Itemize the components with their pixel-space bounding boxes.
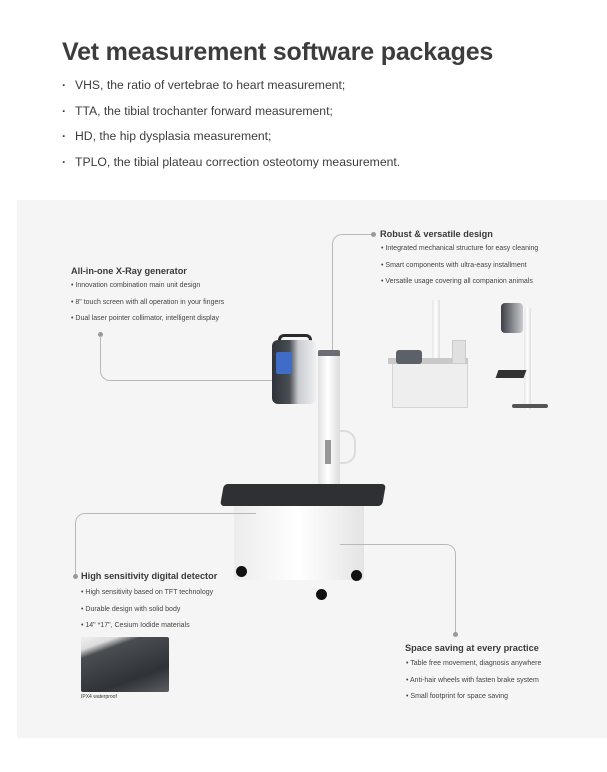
table-config-image <box>392 362 468 408</box>
feature-item: • High sensitivity based on TFT technology <box>81 589 214 596</box>
package-item-tta: · TTA, the tibial trochanter forward measurement; <box>62 104 400 130</box>
hand-switch-cable <box>340 430 356 464</box>
package-item-tplo: · TPLO, the tibial plateau correction osteotomy measurement. <box>62 155 400 181</box>
table-config-generator <box>396 350 422 364</box>
feature-item: • Smart components with ultra-easy installment <box>381 261 527 269</box>
standing-config-tray <box>496 370 527 378</box>
column-cap <box>318 350 340 356</box>
leader-line-space <box>340 544 456 635</box>
feature-item: • Dual laser pointer collimator, intelligent display <box>71 315 219 322</box>
feature-list-robust <box>381 244 538 294</box>
feature-item: • Table free movement, diagnosis anywhere <box>406 660 542 667</box>
feature-item: • Durable design with solid body <box>81 605 181 613</box>
detector-image <box>81 637 169 692</box>
page-title: Vet measurement software packages <box>62 38 494 66</box>
software-package-list <box>62 78 400 180</box>
wheel <box>316 589 327 600</box>
leader-line-generator <box>100 336 281 381</box>
feature-item: • Innovation combination main unit design <box>71 282 201 289</box>
feature-title-generator: All-in-one X-Ray generator <box>71 266 187 276</box>
feature-list-space <box>406 659 541 709</box>
feature-title-space: Space saving at every practice <box>405 643 539 653</box>
feature-title-robust: Robust & versatile design <box>380 229 493 239</box>
brand-label <box>325 440 331 464</box>
feature-item: • Integrated mechanical structure for easy cleaning <box>381 245 539 252</box>
leader-dot-space <box>453 632 458 637</box>
leader-line-detector <box>75 513 256 576</box>
package-item-vhs: · VHS, the ratio of vertebrae to heart measurement; <box>62 78 400 104</box>
table-top <box>220 484 386 506</box>
standing-config-base <box>512 404 548 408</box>
detector-caption: IPX4 waterproof <box>81 694 117 700</box>
feature-item: • Small footprint for space saving <box>406 693 509 700</box>
leader-dot-robust <box>371 232 376 237</box>
leader-dot-detector <box>73 574 78 579</box>
table-config-plate <box>452 340 466 364</box>
feature-title-detector: High sensitivity digital detector <box>81 571 218 581</box>
standing-config-image <box>501 303 523 333</box>
feature-list-generator <box>71 281 224 331</box>
feature-item: • Anti-hair wheels with fasten brake system <box>406 676 539 684</box>
generator-screen <box>276 352 292 374</box>
leader-line-robust <box>332 234 373 355</box>
feature-item: • 8" touch screen with all operation in your fingers <box>71 298 225 306</box>
feature-item: • Versatile usage covering all companion animals <box>381 278 533 285</box>
feature-list-detector <box>81 588 213 638</box>
feature-item: • 14" *17", Cesium Iodide materials <box>81 622 190 629</box>
standing-config-column <box>524 308 531 410</box>
package-item-hd: · HD, the hip dysplasia measurement; <box>62 129 400 155</box>
